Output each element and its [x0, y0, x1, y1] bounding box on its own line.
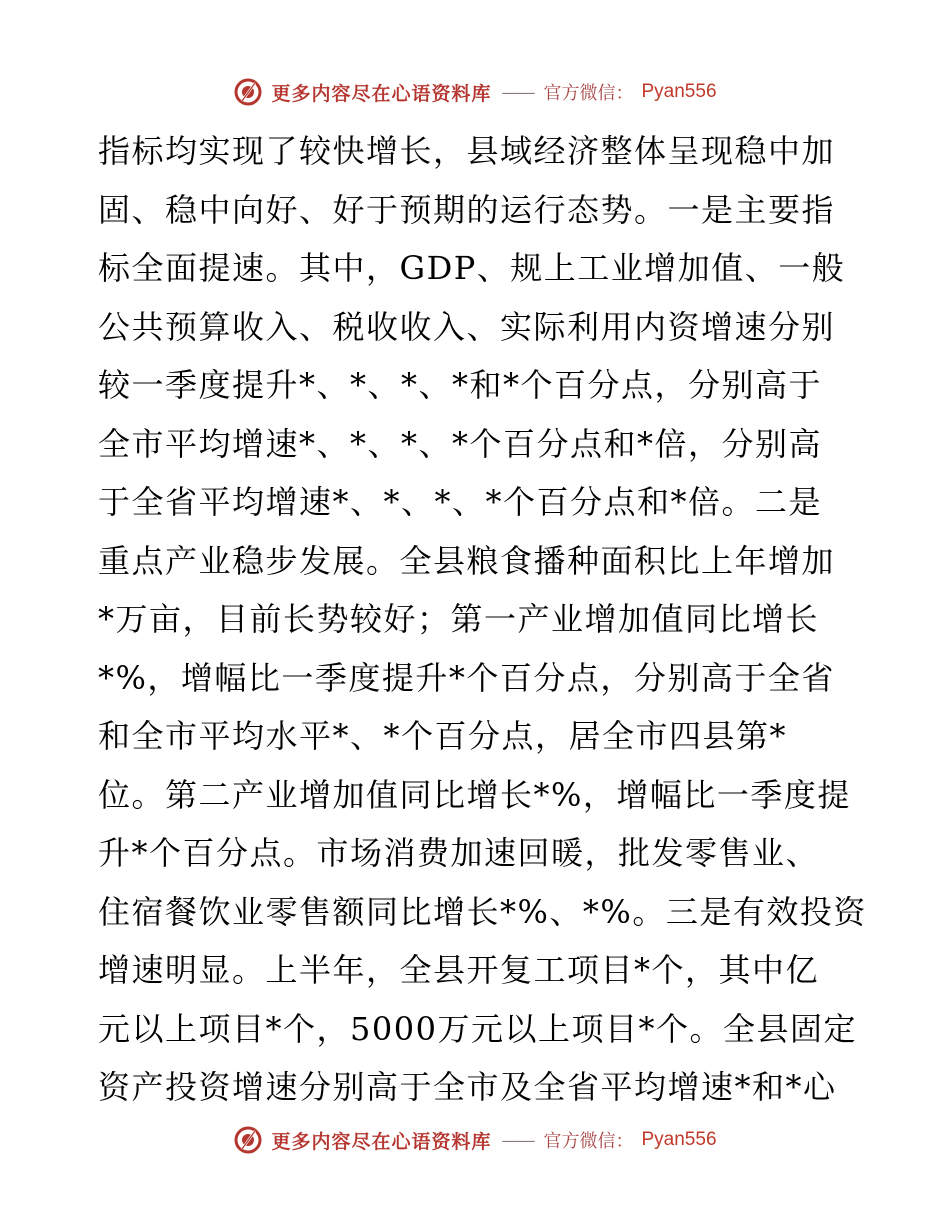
body-line: 重点产业稳步发展。全县粮食播种面积比上年增加	[98, 541, 836, 580]
body-line: 资产投资增速分别高于全市及全省平均增速*和*心	[98, 1068, 837, 1106]
body-line: 住宿餐饮业零售额同比增长*%、*%。三是有效投资	[98, 892, 867, 931]
body-line: 位。第二产业增加值同比增长*%，增幅比一季度提	[98, 775, 851, 814]
body-line: 增速明显。上半年，全县开复工项目*个，其中亿	[98, 951, 820, 989]
body-line: 于全省平均增速*、*、*、*个百分点和*倍。二是	[98, 483, 823, 521]
watermark-main-text: 更多内容尽在心语资料库	[271, 82, 492, 105]
watermark-dash: ——	[501, 1129, 534, 1151]
body-line: 标全面提速。其中，GDP、规上工业增加值、一般	[98, 249, 846, 287]
watermark-wechat-label: 官方微信：	[543, 83, 634, 104]
body-line: 和全市平均水平*、*个百分点，居全市四县第*	[98, 717, 788, 755]
watermark-dash: ——	[501, 81, 534, 103]
body-line: *%，增幅比一季度提升*个百分点，分别高于全省	[98, 658, 835, 697]
body-line: 指标均实现了较快增长，县域经济整体呈现稳中加	[98, 132, 836, 170]
brand-logo-icon	[233, 77, 263, 107]
watermark-wechat-handle: Pyan556	[641, 81, 717, 102]
body-line: 元以上项目*个，5000万元以上项目*个。全县固定	[98, 1009, 857, 1048]
brand-logo-icon	[233, 1125, 263, 1155]
body-line: 升*个百分点。市场消费加速回暖，批发零售业、	[98, 834, 820, 872]
header-watermark	[0, 74, 950, 110]
footer-watermark	[0, 1122, 950, 1158]
body-line: *万亩，目前长势较好；第一产业增加值同比增长	[98, 600, 820, 638]
body-line: 公共预算收入、税收收入、实际利用内资增速分别	[98, 307, 836, 346]
watermark-wechat-handle: Pyan556	[641, 1129, 717, 1150]
watermark-wechat-label: 官方微信：	[543, 1131, 634, 1152]
body-line: 固、稳中向好、好于预期的运行态势。一是主要指	[98, 190, 836, 229]
body-line: 较一季度提升*、*、*、*和*个百分点，分别高于	[98, 366, 823, 404]
watermark-main-text: 更多内容尽在心语资料库	[271, 1130, 492, 1153]
document-body	[98, 122, 868, 1117]
body-line: 全市平均增速*、*、*、*个百分点和*倍，分别高	[98, 424, 823, 463]
